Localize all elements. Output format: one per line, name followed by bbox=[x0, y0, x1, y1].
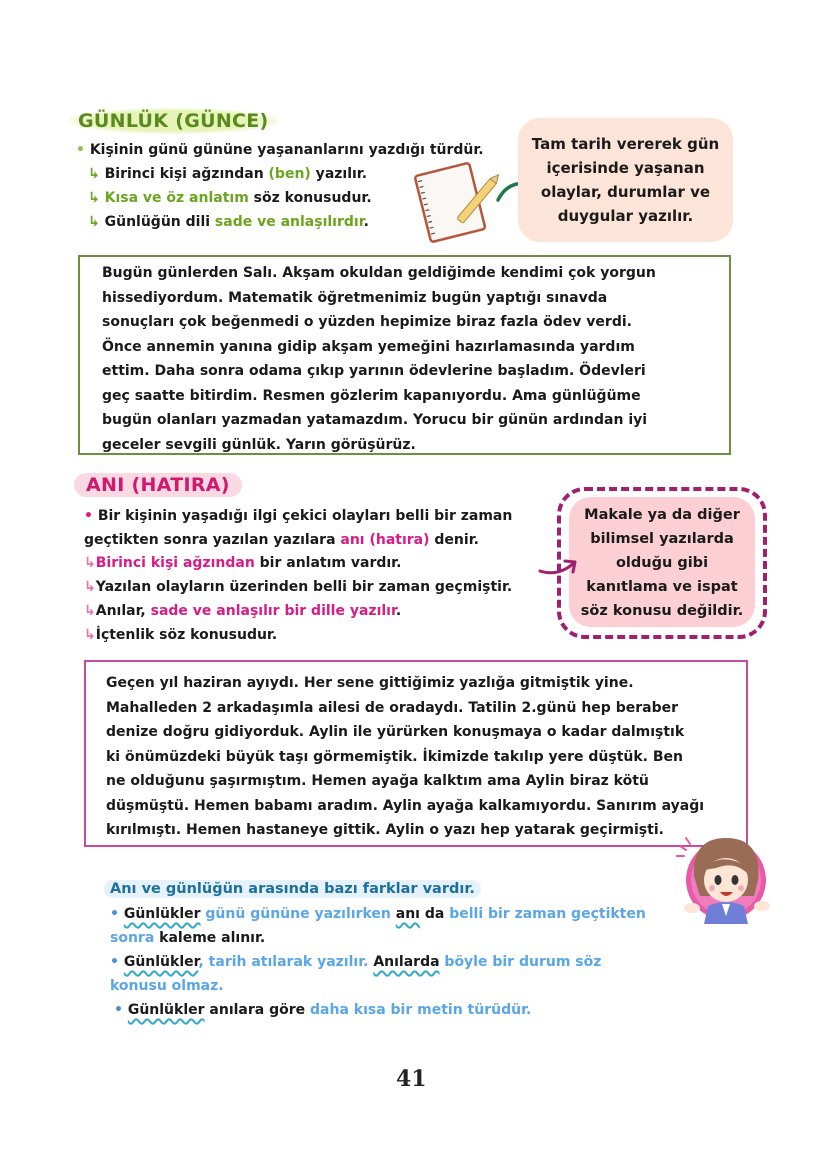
bullet-icon: • bbox=[84, 508, 98, 524]
memoir-callout: Makale ya da diğer bilimsel yazılarda olduğu gibi kanıtlama ve ispat söz konusu değildir. bbox=[569, 497, 755, 627]
bullet-icon: • bbox=[76, 142, 90, 158]
difference-item-3: • Günlükler anılara göre daha kısa bir metin türüdür. bbox=[114, 1002, 532, 1018]
differences-heading bbox=[104, 878, 481, 897]
difference-item-1: • Günlükler günü gününe yazılırken anı da belli bir zaman geçtikten bbox=[110, 906, 646, 922]
difference-item-1-cont: sonra kaleme alınır. bbox=[110, 930, 266, 946]
memoir-point-3: ↳Anılar, sade ve anlaşılır bir dille yazılır. bbox=[84, 603, 402, 619]
difference-item-2-cont: konusu olmaz. bbox=[110, 978, 224, 994]
arrow-right-icon: ↳ bbox=[84, 555, 96, 571]
curved-arrow-icon bbox=[538, 545, 582, 581]
page-number: 41 bbox=[396, 1066, 427, 1092]
bullet-icon: • bbox=[114, 1002, 128, 1018]
diary-point-3: ↳ Günlüğün dili sade ve anlaşılırdır. bbox=[88, 214, 369, 230]
arrow-right-icon: ↳ bbox=[88, 166, 105, 182]
memoir-example-box: Geçen yıl haziran ayıydı. Her sene gittiğimiz yazlığa gitmiştik yine. Mahalleden 2 arkadaşımla ailesi de oradaydı. Tatilin 2.günü hep beraber denize doğru gidiyorduk. Aylin ile yürürken konuşmaya o kadar dalmıştık ki önümüzdeki büyük taşı görmemiştik. İkimizde takılıp yere düştük. Ben ne olduğunu şaşırmıştım. Hemen ayağa kalktım ama Aylin biraz kötü düşmüştü. Hemen babamı aradım. Aylin ayağa kalkamıyordu. Sanırım ayağı kırılmıştı. Hemen hastaneye gittik. Aylin o yazı hep yatarak geçirmişti. bbox=[84, 660, 748, 847]
arrow-right-icon: ↳ bbox=[84, 603, 96, 619]
arrow-right-icon: ↳ bbox=[84, 579, 96, 595]
memoir-definition-line1: • Bir kişinin yaşadığı ilgi çekici olayları belli bir zaman bbox=[84, 508, 513, 524]
arrow-right-icon: ↳ bbox=[88, 214, 105, 230]
bullet-icon: • bbox=[110, 906, 124, 922]
arrow-right-icon: ↳ bbox=[84, 627, 96, 643]
difference-item-2: • Günlükler, tarih atılarak yazılır. Anılarda böyle bir durum söz bbox=[110, 954, 602, 970]
memoir-point-2: ↳Yazılan olayların üzerinden belli bir zaman geçmiştir. bbox=[84, 579, 513, 595]
memoir-point-4: ↳İçtenlik söz konusudur. bbox=[84, 627, 278, 643]
bullet-icon: • bbox=[110, 954, 124, 970]
girl-avatar-icon bbox=[676, 826, 772, 924]
memoir-callout-border bbox=[557, 487, 767, 639]
diary-point-1: ↳ Birinci kişi ağzından (ben) yazılır. bbox=[88, 166, 368, 182]
diary-heading bbox=[68, 110, 279, 132]
diary-point-2: ↳ Kısa ve öz anlatım söz konusudur. bbox=[88, 190, 372, 206]
arrow-right-icon: ↳ bbox=[88, 190, 105, 206]
diary-example-box: Bugün günlerden Salı. Akşam okuldan geldiğimde kendimi çok yorgun hissediyordum. Matematik öğretmenimiz bugün yaptığı sınavda sonuçları çok beğenmedi o yüzden hepimize biraz fazla ödev verdi. Önce annemin yanına gidip akşam yemeğini hazırlamasında yardım ettim. Daha sonra odama çıkıp yarının ödevlerine başladım. Ödevleri geç saatte bitirdim. Resmen gözlerim kapanıyordu. Ama günlüğüme bugün olanları yazmadan yatamazdım. Yorucu bir günün ardından iyi geceler sevgili günlük. Yarın görüşürüz. bbox=[78, 255, 731, 455]
memoir-heading bbox=[74, 474, 242, 496]
diary-title: GÜNLÜK (GÜNCE) bbox=[68, 108, 279, 134]
differences-title: Anı ve günlüğün arasında bazı farklar vardır. bbox=[104, 880, 481, 898]
notebook-pen-icon bbox=[412, 160, 502, 244]
memoir-point-1: ↳Birinci kişi ağzından bir anlatım vardır. bbox=[84, 555, 402, 571]
diary-callout: Tam tarih vererek gün içerisinde yaşanan olaylar, durumlar ve duygular yazılır. bbox=[518, 118, 733, 242]
diary-definition: • Kişinin günü gününe yaşananlarını yazdığı türdür. bbox=[76, 142, 484, 158]
memoir-definition-line2: geçtikten sonra yazılan yazılara anı (hatıra) denir. bbox=[84, 532, 479, 548]
memoir-title: ANI (HATIRA) bbox=[74, 473, 242, 497]
